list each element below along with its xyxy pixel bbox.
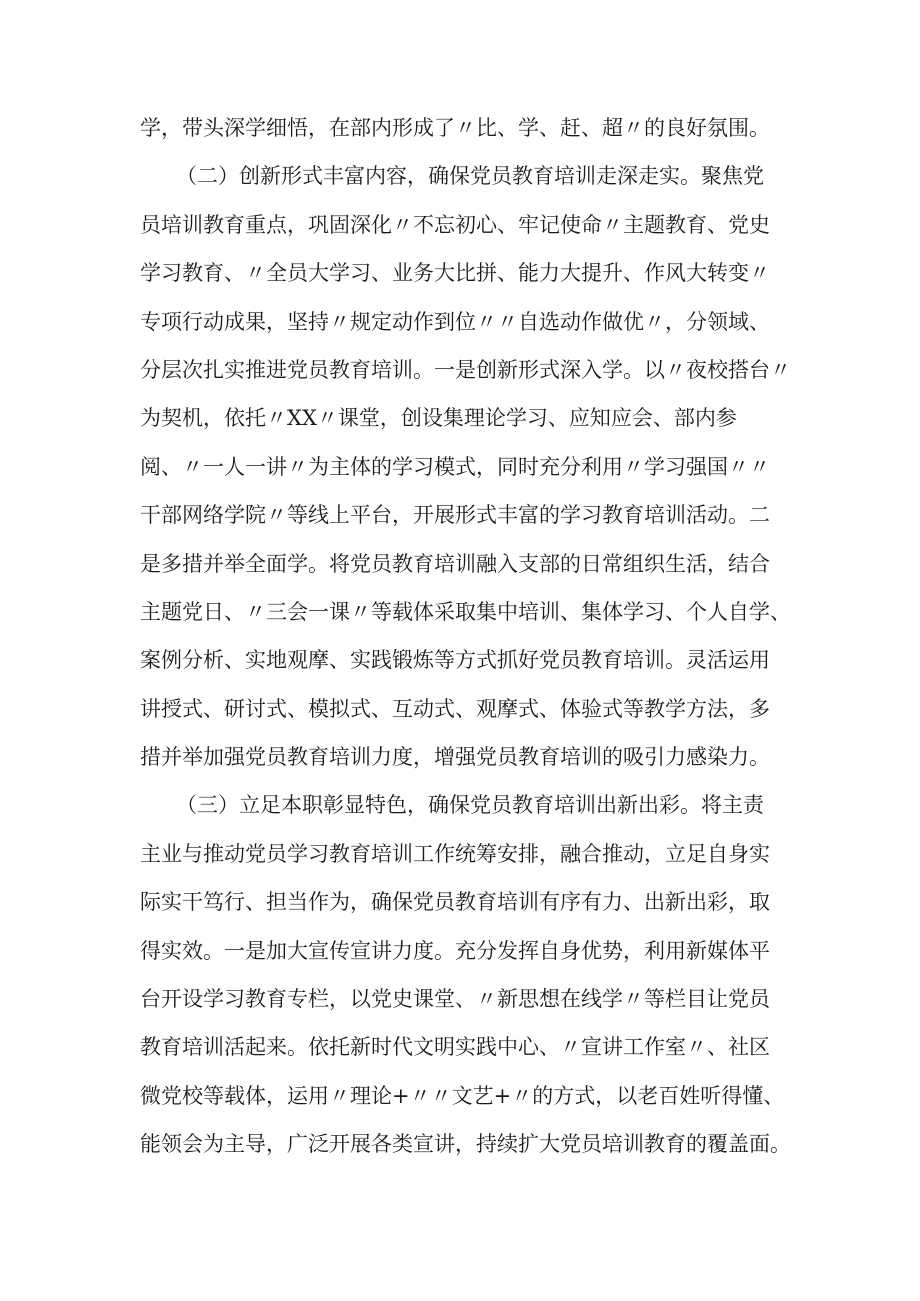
text-line: 措并举加强党员教育培训力度，增强党员教育培训的吸引力感染力。 <box>140 745 770 770</box>
text-line: 讲授式、研讨式、模拟式、互动式、观摩式、体验式等教学方法，多 <box>140 696 770 721</box>
text-line: 专项行动成果，坚持〃规定动作到位〃〃自选动作做优〃，分领域、 <box>140 309 770 334</box>
text-line: 微党校等载体，运用〃理论+〃〃文艺+〃的方式，以老百姓听得懂、 <box>140 1083 785 1108</box>
text-line: 得实效。一是加大宣传宣讲力度。充分发挥自身优势，利用新媒体平 <box>140 938 770 963</box>
text-line: 学习教育、〃全员大学习、业务大比拼、能力大提升、作风大转变〃 <box>140 261 770 286</box>
text-line: 分层次扎实推进党员教育培训。一是创新形式深入学。以〃夜校搭台〃 <box>140 357 791 382</box>
text-line: 台开设学习教育专栏，以党史课堂、〃新思想在线学〃等栏目让党员 <box>140 987 770 1012</box>
text-line: （二）创新形式丰富内容，确保党员教育培训走深走实。聚焦党 <box>176 164 764 189</box>
text-line: 际实干笃行、担当作为，确保党员教育培训有序有力、出新出彩，取 <box>140 890 770 915</box>
document-body <box>140 104 800 1169</box>
text-line: 员培训教育重点，巩固深化〃不忘初心、牢记使命〃主题教育、党史 <box>140 212 770 237</box>
text-line: 干部网络学院〃等线上平台，开展形式丰富的学习教育培训活动。二 <box>140 503 770 528</box>
text-line: 主题党日、〃三会一课〃等载体采取集中培训、集体学习、个人自学、 <box>140 599 791 624</box>
text-line: 为契机，依托〃XX〃课堂，创设集理论学习、应知应会、部内参 <box>140 406 737 431</box>
text-line: 主业与推动党员学习教育培训工作统筹安排，融合推动，立足自身实 <box>140 841 770 866</box>
text-line: 案例分析、实地观摩、实践锻炼等方式抓好党员教育培训。灵活运用 <box>140 648 770 673</box>
text-line: 教育培训活起来。依托新时代文明实践中心、〃宣讲工作室〃、社区 <box>140 1035 770 1060</box>
text-line: 能领会为主导，广泛开展各类宣讲，持续扩大党员培训教育的覆盖面。 <box>140 1132 791 1157</box>
text-line: 阅、〃一人一讲〃为主体的学习模式，同时充分利用〃学习强国〃〃 <box>140 454 770 479</box>
text-line: 学，带头深学细悟，在部内形成了〃比、学、赶、超〃的良好氛围。 <box>140 116 770 140</box>
text-line: 是多措并举全面学。将党员教育培训融入支部的日常组织生活，结合 <box>140 551 770 576</box>
text-line: （三）立足本职彰显特色，确保党员教育培训出新出彩。将主责 <box>176 793 764 818</box>
